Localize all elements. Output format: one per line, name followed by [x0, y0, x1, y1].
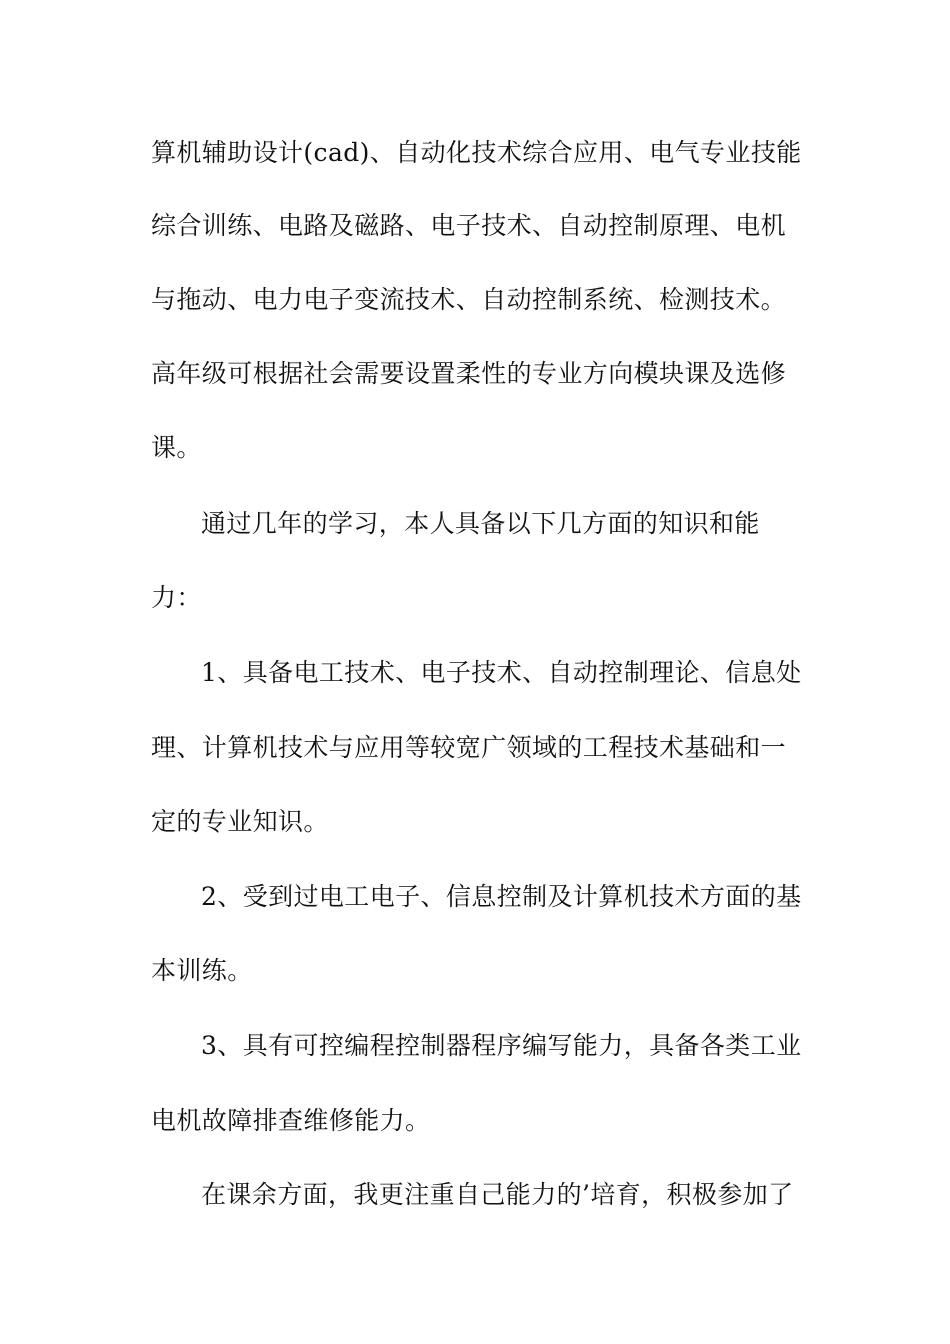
text-line: 综合训练、电路及磁路、电子技术、自动控制原理、电机	[151, 211, 787, 240]
text-line: 本训练。	[151, 956, 253, 985]
text-line: 课。	[151, 433, 202, 462]
paragraph-start-line: 通过几年的学习，本人具备以下几方面的知识和能	[201, 509, 760, 538]
text-line: 力：	[151, 583, 202, 612]
text-line: 高年级可根据社会需要设置柔性的专业方向模块课及选修	[151, 359, 787, 388]
text-line: 算机辅助设计(cad)、自动化技术综合应用、电气专业技能	[151, 138, 802, 167]
list-item-3-line: 3、具有可控编程控制器程序编写能力，具备各类工业	[201, 1031, 802, 1060]
text-line: 定的专业知识。	[151, 807, 329, 836]
list-item-2-line: 2、受到过电工电子、信息控制及计算机技术方面的基	[201, 882, 802, 911]
text-line: 电机故障排查维修能力。	[151, 1106, 431, 1135]
paragraph-start-line: 在课余方面，我更注重自己能力的’培育，积极参加了	[201, 1180, 794, 1209]
text-line: 与拖动、电力电子变流技术、自动控制系统、检测技术。	[151, 285, 787, 314]
list-item-1-line: 1、具备电工技术、电子技术、自动控制理论、信息处	[201, 658, 802, 687]
text-line: 理、计算机技术与应用等较宽广领域的工程技术基础和一	[151, 733, 787, 762]
